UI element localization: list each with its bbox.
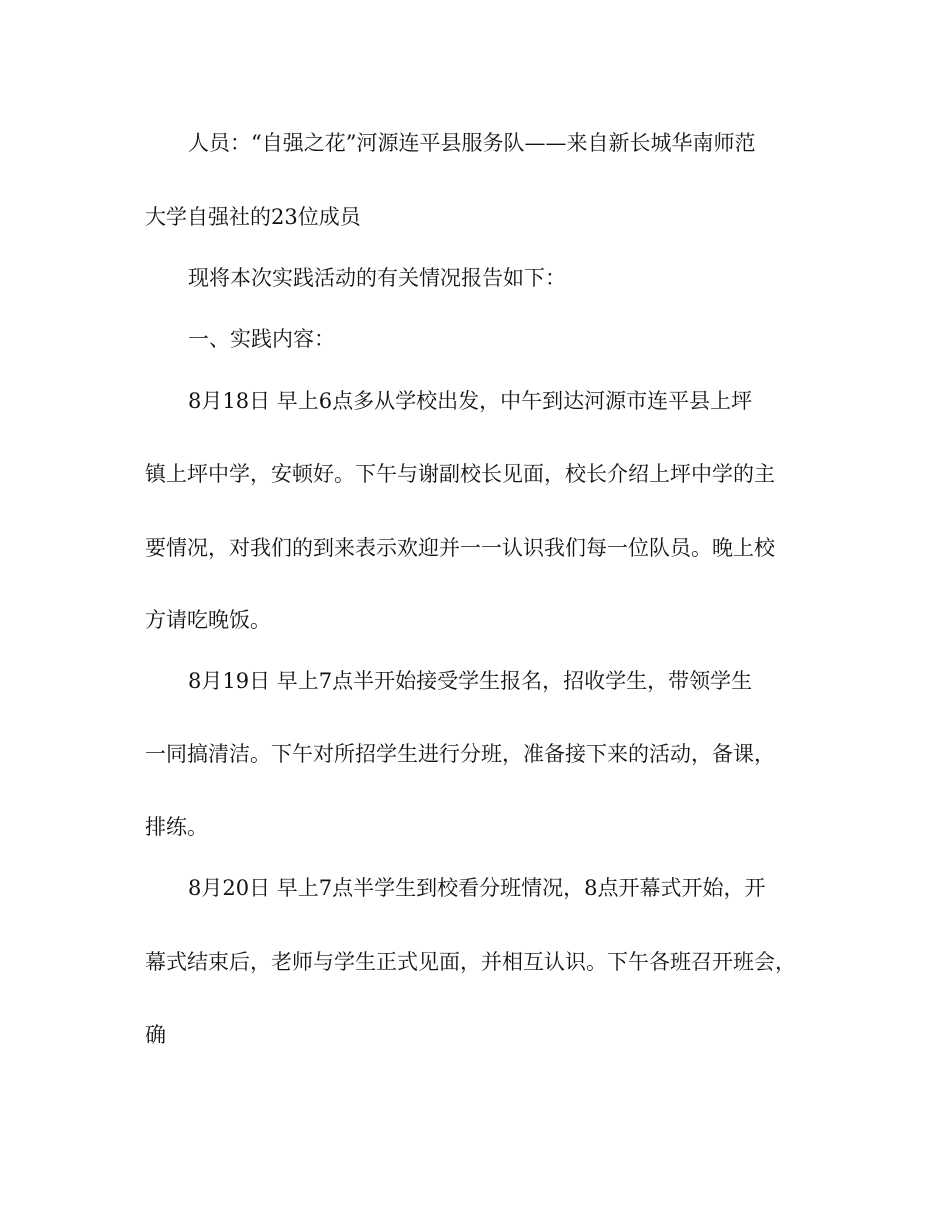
- text-line-report-intro: 现将本次实践活动的有关情况报告如下：: [188, 266, 566, 290]
- text-line-aug19-cont-1: 一同搞清洁。下午对所招学生进行分班，准备接下来的活动，备课，: [145, 742, 775, 766]
- text-line-aug20: 8月20日 早上7点半学生到校看分班情况，8点开幕式开始，开: [188, 876, 766, 900]
- text-line-personnel-cont: 大学自强社的23位成员: [145, 205, 361, 229]
- text-line-aug20-cont-2: 确: [145, 1023, 166, 1047]
- text-line-aug18-cont-3: 方请吃晚饭。: [145, 608, 271, 632]
- text-line-aug18-cont-1: 镇上坪中学，安顿好。下午与谢副校长见面，校长介绍上坪中学的主: [145, 462, 775, 486]
- text-line-aug20-cont-1: 幕式结束后，老师与学生正式见面，并相互认识。下午各班召开班会，: [145, 950, 796, 974]
- text-line-aug19: 8月19日 早上7点半开始接受学生报名，招收学生，带领学生: [188, 669, 753, 693]
- text-line-aug18: 8月18日 早上6点多从学校出发，中午到达河源市连平县上坪: [188, 389, 753, 413]
- text-line-personnel: 人员：“自强之花”河源连平县服务队——来自新长城华南师范: [188, 131, 756, 155]
- text-line-aug19-cont-2: 排练。: [145, 815, 208, 839]
- text-line-aug18-cont-2: 要情况，对我们的到来表示欢迎并一一认识我们每一位队员。晚上校: [145, 536, 775, 560]
- section-heading-practice-content: 一、实践内容：: [188, 327, 335, 351]
